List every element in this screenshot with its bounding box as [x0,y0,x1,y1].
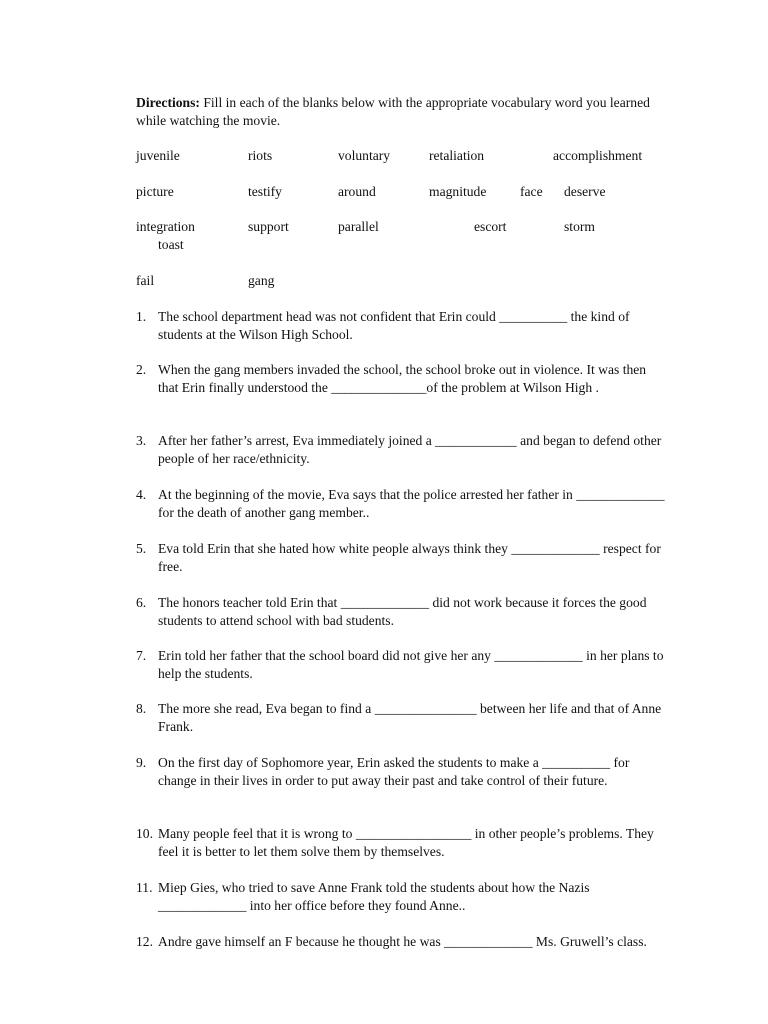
question-item [136,700,666,736]
word-bank-item: picture [136,184,174,199]
word-bank-item: toast [158,237,184,252]
question-item [136,432,666,468]
word-bank-item: fail [136,273,155,288]
question-item [136,933,666,951]
question-item [136,825,666,861]
question-text: On the first day of Sophomore year, Erin asked the students to make a __________ for change in their lives in order to put away their past and take control of their future. [158,755,630,788]
question-text: The more she read, Eva began to find a _______________ between her life and that of Anne Frank. [158,701,662,734]
word-bank-item: integration [136,219,195,234]
question-text: The school department head was not confident that Erin could __________ the kind of students at the Wilson High School. [158,309,630,342]
question-text: Miep Gies, who tried to save Anne Frank told the students about how the Nazis _____________ into her office before they found Anne.. [158,880,590,913]
question-text: Many people feel that it is wrong to _________________ in other people’s problems. They feel it is better to let them solve them by themselves. [158,826,654,859]
word-bank-item: magnitude [429,184,487,199]
word-bank-item: storm [564,219,595,234]
directions [136,94,676,130]
question-number: 4. [136,487,147,502]
word-bank-item: voluntary [338,148,391,163]
question-number: 8. [136,701,147,716]
word-bank-item: parallel [338,219,379,234]
question-text: When the gang members invaded the school, the school broke out in violence. It was then that Erin finally understood the ______________of the problem at Wilson High . [158,362,647,395]
question-number: 3. [136,433,147,448]
question-item [136,647,666,683]
word-bank-item: deserve [564,184,606,199]
directions-text: Fill in each of the blanks below with the appropriate vocabulary word you learned while watching the movie. [136,95,650,128]
question-text: After her father’s arrest, Eva immediately joined a ____________ and began to defend other people of her race/ethnicity. [158,433,662,466]
question-item [136,486,666,522]
question-number: 7. [136,648,147,663]
question-number: 5. [136,541,147,556]
question-item [136,540,666,576]
word-bank-item: accomplishment [553,148,643,163]
question-text: The honors teacher told Erin that _____________ did not work because it forces the good students to attend school with bad students. [158,595,647,628]
word-bank-item: retaliation [429,148,485,163]
question-number: 1. [136,309,147,324]
question-text: Eva told Erin that she hated how white people always think they _____________ respect for free. [158,541,661,574]
question-item [136,361,666,397]
question-number: 10. [136,826,153,841]
question-text: At the beginning of the movie, Eva says that the police arrested her father in _____________ for the death of another gang member.. [158,487,665,520]
question-item [136,308,666,344]
word-bank-item: juvenile [136,148,180,163]
question-text: Erin told her father that the school board did not give her any _____________ in her plans to help the students. [158,648,664,681]
question-item [136,879,666,915]
word-bank-item: around [338,184,376,199]
question-item [136,754,666,790]
question-number: 9. [136,755,147,770]
question-text: Andre gave himself an F because he thought he was _____________ Ms. Gruwell’s class. [158,934,647,949]
word-bank-item: face [520,184,543,199]
question-item [136,594,666,630]
question-number: 12. [136,934,153,949]
directions-label: Directions: [136,95,200,110]
question-number: 2. [136,362,147,377]
word-bank-item: support [248,219,289,234]
question-number: 6. [136,595,147,610]
word-bank-item: riots [248,148,273,163]
word-bank-item: gang [248,273,275,288]
word-bank-item: escort [474,219,507,234]
word-bank-item: testify [248,184,282,199]
question-number: 11. [136,880,153,895]
